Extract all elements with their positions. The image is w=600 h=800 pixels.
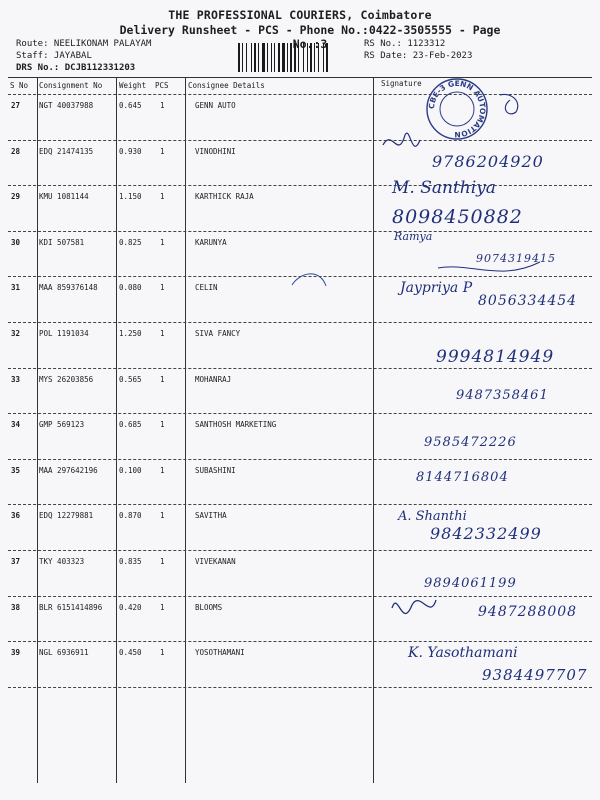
signature-name: K. Yasothamani	[408, 645, 518, 661]
row-sno: 34	[11, 420, 21, 429]
row-separator	[8, 322, 592, 323]
row-weight: 0.870	[119, 511, 142, 520]
row-separator	[8, 231, 592, 232]
stamp-text: CBE-3 GENN AUTOMATION	[426, 78, 488, 140]
signature-phone: 9842332499	[430, 524, 542, 543]
row-sno: 31	[11, 283, 21, 292]
row-separator	[8, 687, 592, 688]
row-consignee: SAVITHA	[195, 511, 227, 520]
row-weight: 0.685	[119, 420, 142, 429]
column-header-sno: S No	[10, 81, 29, 90]
row-consignee: KARUNYA	[195, 238, 227, 247]
row-weight: 0.835	[119, 557, 142, 566]
column-divider	[185, 77, 186, 783]
row-weight: 0.100	[119, 466, 142, 475]
signature-name: M. Santhiya	[392, 178, 496, 198]
row-weight: 0.450	[119, 648, 142, 657]
row-consignee: CELIN	[195, 283, 218, 292]
row-sno: 33	[11, 375, 21, 384]
row-separator	[8, 413, 592, 414]
row-sno: 27	[11, 101, 21, 110]
row-separator	[8, 596, 592, 597]
row-separator	[8, 185, 592, 186]
row-consignee: YOSOTHAMANI	[195, 648, 245, 657]
signature-name: Ramya	[394, 230, 433, 243]
row-pcs: 1	[160, 466, 165, 475]
row-consignee: SANTHOSH MARKETING	[195, 420, 277, 429]
signature-phone: 9384497707	[482, 666, 588, 684]
barcode	[238, 43, 356, 72]
column-header-consignee: Consignee Details	[188, 81, 265, 90]
row-consignment-no: MAA 859376148	[39, 283, 98, 292]
signature-phone: 9487288008	[478, 604, 578, 620]
rs-date: RS Date: 23-Feb-2023	[364, 51, 473, 61]
row-consignment-no: MAA 297642196	[39, 466, 98, 475]
row-separator	[8, 550, 592, 551]
row-consignment-no: MYS 26203856	[39, 375, 94, 384]
row-sno: 36	[11, 511, 21, 520]
row-weight: 0.645	[119, 101, 142, 110]
signature-phone: 8056334454	[478, 293, 578, 309]
row-consignment-no: GMP 569123	[39, 420, 85, 429]
column-divider	[373, 77, 374, 783]
row-consignment-no: EDQ 21474135	[39, 147, 94, 156]
signature-phone: 8144716804	[416, 470, 509, 485]
signature-phone: 9074319415	[476, 252, 556, 265]
row-consignee: MOHANRAJ	[195, 375, 232, 384]
row-pcs: 1	[160, 511, 165, 520]
row-pcs: 1	[160, 238, 165, 247]
row-separator	[8, 276, 592, 277]
signature-name: A. Shanthi	[398, 509, 467, 524]
drs-number: DRS No.: DCJB112331203	[16, 63, 136, 73]
table-top-border	[8, 77, 592, 78]
row-pcs: 1	[160, 147, 165, 156]
row-pcs: 1	[160, 375, 165, 384]
row-consignee: SUBASHINI	[195, 466, 236, 475]
row-consignee: BLOOMS	[195, 603, 223, 612]
signature-name: Jaypriya P	[400, 280, 473, 296]
column-divider	[116, 77, 117, 783]
row-consignee: KARTHICK RAJA	[195, 192, 254, 201]
route-label: Route: NEELIKONAM PALAYAM	[16, 39, 152, 49]
row-consignment-no: KMU 1081144	[39, 192, 89, 201]
row-separator	[8, 641, 592, 642]
row-sno: 30	[11, 238, 21, 247]
row-sno: 38	[11, 603, 21, 612]
column-header-weight: Weight	[119, 81, 147, 90]
column-header-consignment: Consignment No	[39, 81, 103, 90]
row-weight: 0.420	[119, 603, 142, 612]
row-pcs: 1	[160, 283, 165, 292]
row-weight: 0.080	[119, 283, 142, 292]
row-sno: 35	[11, 466, 21, 475]
row-separator	[8, 504, 592, 505]
row-consignee: SIVA FANCY	[195, 329, 241, 338]
column-header-signature: Signature	[381, 79, 422, 88]
signature-phone: 9585472226	[424, 435, 517, 450]
row-weight: 1.250	[119, 329, 142, 338]
row-pcs: 1	[160, 557, 165, 566]
row-separator	[8, 140, 592, 141]
row-consignment-no: NGL 6936911	[39, 648, 89, 657]
signature-phone: 9894061199	[424, 576, 517, 591]
row-consignee: VIVEKANAN	[195, 557, 236, 566]
row-consignee: VINODHINI	[195, 147, 236, 156]
row-pcs: 1	[160, 420, 165, 429]
row-consignment-no: NGT 40037988	[39, 101, 94, 110]
signature-phone: 9487358461	[456, 388, 549, 403]
row-consignment-no: KDI 507581	[39, 238, 85, 247]
row-sno: 28	[11, 147, 21, 156]
row-sno: 32	[11, 329, 21, 338]
row-separator	[8, 459, 592, 460]
row-sno: 39	[11, 648, 21, 657]
row-pcs: 1	[160, 192, 165, 201]
row-consignment-no: EDQ 12279881	[39, 511, 94, 520]
signature-phone: 8098450882	[392, 206, 523, 228]
company-stamp	[424, 78, 490, 140]
column-divider	[37, 77, 38, 783]
rs-number: RS No.: 1123312	[364, 39, 446, 49]
row-weight: 0.930	[119, 147, 142, 156]
row-sno: 29	[11, 192, 21, 201]
document-title: THE PROFESSIONAL COURIERS, Coimbatore	[168, 8, 432, 22]
row-sno: 37	[11, 557, 21, 566]
header-separator	[8, 94, 592, 95]
row-pcs: 1	[160, 101, 165, 110]
row-consignment-no: POL 1191034	[39, 329, 89, 338]
row-weight: 1.150	[119, 192, 142, 201]
column-header-pcs: PCS	[155, 81, 169, 90]
signature-phone: 9786204920	[432, 152, 544, 171]
document-subtitle: Delivery Runsheet - PCS - Phone No.:0422-3505555 - Page	[119, 23, 501, 37]
row-pcs: 1	[160, 603, 165, 612]
row-consignee: GENN AUTO	[195, 101, 236, 110]
row-weight: 0.565	[119, 375, 142, 384]
row-consignment-no: TKY 403323	[39, 557, 85, 566]
row-weight: 0.825	[119, 238, 142, 247]
row-pcs: 1	[160, 648, 165, 657]
row-consignment-no: BLR 6151414896	[39, 603, 103, 612]
staff-label: Staff: JAYABAL	[16, 51, 92, 61]
row-pcs: 1	[160, 329, 165, 338]
signature-phone: 9994814949	[436, 347, 555, 367]
row-separator	[8, 368, 592, 369]
